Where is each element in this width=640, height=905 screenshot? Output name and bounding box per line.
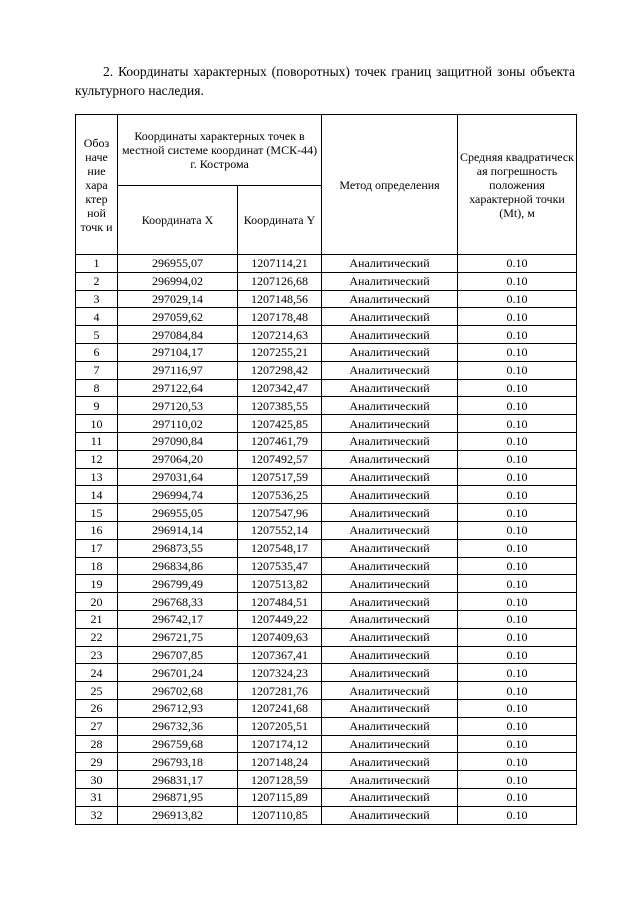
cell-point-number: 31 xyxy=(76,788,118,806)
header-coordinates-group: Координаты характерных точек в местной системе координат (МСК-44) г. Кострома xyxy=(118,115,322,186)
cell-coordinate-y: 1207148,24 xyxy=(238,753,322,771)
cell-method: Аналитический xyxy=(322,735,458,753)
cell-point-number: 12 xyxy=(76,450,118,468)
cell-coordinate-x: 296759,68 xyxy=(118,735,238,753)
table-row xyxy=(76,415,577,433)
cell-coordinate-y: 1207367,41 xyxy=(238,646,322,664)
cell-coordinate-y: 1207535,47 xyxy=(238,557,322,575)
cell-coordinate-x: 296742,17 xyxy=(118,610,238,628)
cell-point-number: 1 xyxy=(76,255,118,273)
table-row xyxy=(76,699,577,717)
table-row xyxy=(76,735,577,753)
cell-method: Аналитический xyxy=(322,753,458,771)
cell-method: Аналитический xyxy=(322,290,458,308)
cell-method: Аналитический xyxy=(322,308,458,326)
cell-error: 0.10 xyxy=(458,415,577,433)
section-title: Координаты характерных (поворотных) точек границ защитной зоны объекта культурного наследия. xyxy=(75,64,575,98)
table-row xyxy=(76,806,577,824)
cell-coordinate-y: 1207205,51 xyxy=(238,717,322,735)
cell-coordinate-x: 296914,14 xyxy=(118,521,238,539)
cell-coordinate-y: 1207148,56 xyxy=(238,290,322,308)
cell-error: 0.10 xyxy=(458,468,577,486)
cell-method: Аналитический xyxy=(322,664,458,682)
cell-method: Аналитический xyxy=(322,699,458,717)
cell-coordinate-y: 1207214,63 xyxy=(238,326,322,344)
cell-error: 0.10 xyxy=(458,593,577,611)
cell-error: 0.10 xyxy=(458,539,577,557)
cell-point-number: 9 xyxy=(76,397,118,415)
cell-coordinate-y: 1207513,82 xyxy=(238,575,322,593)
cell-coordinate-x: 296701,24 xyxy=(118,664,238,682)
cell-error: 0.10 xyxy=(458,735,577,753)
cell-point-number: 30 xyxy=(76,771,118,789)
cell-method: Аналитический xyxy=(322,415,458,433)
cell-coordinate-x: 296871,95 xyxy=(118,788,238,806)
cell-coordinate-x: 296721,75 xyxy=(118,628,238,646)
cell-method: Аналитический xyxy=(322,450,458,468)
cell-method: Аналитический xyxy=(322,255,458,273)
cell-point-number: 25 xyxy=(76,682,118,700)
cell-error: 0.10 xyxy=(458,361,577,379)
cell-method: Аналитический xyxy=(322,272,458,290)
header-error: Средняя квадратическ ая погрешность положения характерной точки (Mt), м xyxy=(458,115,577,255)
cell-error: 0.10 xyxy=(458,432,577,450)
table-row xyxy=(76,717,577,735)
cell-coordinate-x: 296831,17 xyxy=(118,771,238,789)
table-row xyxy=(76,290,577,308)
table-row xyxy=(76,255,577,273)
table-row xyxy=(76,343,577,361)
cell-method: Аналитический xyxy=(322,557,458,575)
cell-error: 0.10 xyxy=(458,575,577,593)
cell-error: 0.10 xyxy=(458,290,577,308)
cell-method: Аналитический xyxy=(322,397,458,415)
cell-error: 0.10 xyxy=(458,450,577,468)
cell-point-number: 26 xyxy=(76,699,118,717)
cell-error: 0.10 xyxy=(458,521,577,539)
cell-error: 0.10 xyxy=(458,610,577,628)
table-row xyxy=(76,646,577,664)
cell-method: Аналитический xyxy=(322,504,458,522)
cell-coordinate-x: 297116,97 xyxy=(118,361,238,379)
cell-point-number: 11 xyxy=(76,432,118,450)
cell-error: 0.10 xyxy=(458,326,577,344)
cell-coordinate-y: 1207484,51 xyxy=(238,593,322,611)
cell-error: 0.10 xyxy=(458,343,577,361)
cell-error: 0.10 xyxy=(458,504,577,522)
table-row xyxy=(76,308,577,326)
cell-error: 0.10 xyxy=(458,753,577,771)
header-method: Метод определения xyxy=(322,115,458,255)
cell-method: Аналитический xyxy=(322,486,458,504)
section-heading xyxy=(75,62,575,100)
cell-coordinate-x: 297110,02 xyxy=(118,415,238,433)
cell-point-number: 15 xyxy=(76,504,118,522)
table-row xyxy=(76,771,577,789)
cell-method: Аналитический xyxy=(322,468,458,486)
cell-coordinate-x: 296732,36 xyxy=(118,717,238,735)
cell-coordinate-y: 1207461,79 xyxy=(238,432,322,450)
cell-point-number: 3 xyxy=(76,290,118,308)
cell-coordinate-x: 297120,53 xyxy=(118,397,238,415)
cell-coordinate-x: 296793,18 xyxy=(118,753,238,771)
table-row xyxy=(76,468,577,486)
cell-method: Аналитический xyxy=(322,628,458,646)
cell-method: Аналитический xyxy=(322,539,458,557)
cell-method: Аналитический xyxy=(322,610,458,628)
cell-coordinate-y: 1207126,68 xyxy=(238,272,322,290)
cell-coordinate-y: 1207548,17 xyxy=(238,539,322,557)
cell-coordinate-y: 1207115,89 xyxy=(238,788,322,806)
table-row xyxy=(76,593,577,611)
table-row xyxy=(76,753,577,771)
coordinates-table xyxy=(75,114,577,825)
cell-coordinate-x: 296873,55 xyxy=(118,539,238,557)
cell-point-number: 32 xyxy=(76,806,118,824)
cell-method: Аналитический xyxy=(322,717,458,735)
cell-coordinate-y: 1207552,14 xyxy=(238,521,322,539)
table-row xyxy=(76,682,577,700)
cell-error: 0.10 xyxy=(458,272,577,290)
table-row xyxy=(76,521,577,539)
cell-method: Аналитический xyxy=(322,379,458,397)
cell-point-number: 28 xyxy=(76,735,118,753)
cell-method: Аналитический xyxy=(322,432,458,450)
cell-point-number: 22 xyxy=(76,628,118,646)
cell-coordinate-y: 1207536,25 xyxy=(238,486,322,504)
cell-method: Аналитический xyxy=(322,575,458,593)
cell-coordinate-x: 296994,02 xyxy=(118,272,238,290)
cell-error: 0.10 xyxy=(458,486,577,504)
cell-point-number: 4 xyxy=(76,308,118,326)
cell-coordinate-y: 1207298,42 xyxy=(238,361,322,379)
table-row xyxy=(76,539,577,557)
table-row xyxy=(76,361,577,379)
section-number: 2. xyxy=(103,64,114,79)
cell-error: 0.10 xyxy=(458,788,577,806)
cell-method: Аналитический xyxy=(322,361,458,379)
cell-coordinate-y: 1207174,12 xyxy=(238,735,322,753)
cell-error: 0.10 xyxy=(458,646,577,664)
cell-coordinate-y: 1207324,23 xyxy=(238,664,322,682)
cell-coordinate-y: 1207241,68 xyxy=(238,699,322,717)
cell-point-number: 21 xyxy=(76,610,118,628)
cell-coordinate-y: 1207110,85 xyxy=(238,806,322,824)
cell-coordinate-x: 297104,17 xyxy=(118,343,238,361)
cell-coordinate-x: 297090,84 xyxy=(118,432,238,450)
cell-coordinate-x: 296955,05 xyxy=(118,504,238,522)
cell-coordinate-x: 297029,14 xyxy=(118,290,238,308)
cell-point-number: 13 xyxy=(76,468,118,486)
cell-coordinate-y: 1207128,59 xyxy=(238,771,322,789)
header-coordinate-y: Координата Y xyxy=(238,186,322,255)
cell-coordinate-x: 297084,84 xyxy=(118,326,238,344)
cell-point-number: 23 xyxy=(76,646,118,664)
cell-coordinate-x: 297064,20 xyxy=(118,450,238,468)
cell-point-number: 5 xyxy=(76,326,118,344)
cell-point-number: 7 xyxy=(76,361,118,379)
cell-error: 0.10 xyxy=(458,308,577,326)
cell-coordinate-y: 1207425,85 xyxy=(238,415,322,433)
cell-error: 0.10 xyxy=(458,717,577,735)
cell-coordinate-x: 297059,62 xyxy=(118,308,238,326)
cell-error: 0.10 xyxy=(458,771,577,789)
table-row xyxy=(76,397,577,415)
cell-point-number: 14 xyxy=(76,486,118,504)
table-row xyxy=(76,272,577,290)
cell-method: Аналитический xyxy=(322,326,458,344)
header-coordinate-x: Координата X xyxy=(118,186,238,255)
cell-coordinate-x: 296994,74 xyxy=(118,486,238,504)
cell-coordinate-y: 1207449,22 xyxy=(238,610,322,628)
cell-error: 0.10 xyxy=(458,699,577,717)
cell-method: Аналитический xyxy=(322,646,458,664)
cell-method: Аналитический xyxy=(322,343,458,361)
cell-coordinate-x: 297031,64 xyxy=(118,468,238,486)
cell-error: 0.10 xyxy=(458,628,577,646)
cell-method: Аналитический xyxy=(322,771,458,789)
cell-coordinate-x: 296702,68 xyxy=(118,682,238,700)
table-header xyxy=(76,115,577,255)
cell-point-number: 18 xyxy=(76,557,118,575)
cell-error: 0.10 xyxy=(458,255,577,273)
cell-coordinate-y: 1207255,21 xyxy=(238,343,322,361)
table-row xyxy=(76,575,577,593)
header-designation: Обоз наче ние хара ктер ной точк и xyxy=(76,115,118,255)
table-row xyxy=(76,788,577,806)
cell-coordinate-y: 1207385,55 xyxy=(238,397,322,415)
cell-point-number: 10 xyxy=(76,415,118,433)
cell-coordinate-y: 1207281,76 xyxy=(238,682,322,700)
cell-coordinate-x: 296768,33 xyxy=(118,593,238,611)
cell-coordinate-y: 1207342,47 xyxy=(238,379,322,397)
table-row xyxy=(76,379,577,397)
table-row xyxy=(76,432,577,450)
table-row xyxy=(76,326,577,344)
table-row xyxy=(76,664,577,682)
table-body xyxy=(76,255,577,825)
cell-method: Аналитический xyxy=(322,521,458,539)
cell-point-number: 27 xyxy=(76,717,118,735)
table-row xyxy=(76,628,577,646)
cell-point-number: 24 xyxy=(76,664,118,682)
cell-point-number: 16 xyxy=(76,521,118,539)
cell-coordinate-x: 296834,86 xyxy=(118,557,238,575)
cell-point-number: 17 xyxy=(76,539,118,557)
cell-error: 0.10 xyxy=(458,806,577,824)
table-row xyxy=(76,486,577,504)
cell-point-number: 6 xyxy=(76,343,118,361)
cell-coordinate-x: 296955,07 xyxy=(118,255,238,273)
cell-point-number: 29 xyxy=(76,753,118,771)
cell-method: Аналитический xyxy=(322,788,458,806)
cell-coordinate-x: 296913,82 xyxy=(118,806,238,824)
cell-error: 0.10 xyxy=(458,379,577,397)
cell-point-number: 2 xyxy=(76,272,118,290)
table-row xyxy=(76,450,577,468)
cell-coordinate-y: 1207547,96 xyxy=(238,504,322,522)
cell-point-number: 20 xyxy=(76,593,118,611)
cell-point-number: 8 xyxy=(76,379,118,397)
cell-point-number: 19 xyxy=(76,575,118,593)
cell-coordinate-x: 296712,93 xyxy=(118,699,238,717)
cell-coordinate-x: 296799,49 xyxy=(118,575,238,593)
cell-coordinate-y: 1207517,59 xyxy=(238,468,322,486)
table-row xyxy=(76,504,577,522)
cell-coordinate-y: 1207492,57 xyxy=(238,450,322,468)
cell-error: 0.10 xyxy=(458,664,577,682)
cell-coordinate-y: 1207409,63 xyxy=(238,628,322,646)
cell-coordinate-x: 296707,85 xyxy=(118,646,238,664)
cell-method: Аналитический xyxy=(322,682,458,700)
table-row xyxy=(76,557,577,575)
table-row xyxy=(76,610,577,628)
cell-coordinate-y: 1207114,21 xyxy=(238,255,322,273)
cell-error: 0.10 xyxy=(458,397,577,415)
cell-coordinate-y: 1207178,48 xyxy=(238,308,322,326)
cell-error: 0.10 xyxy=(458,557,577,575)
cell-error: 0.10 xyxy=(458,682,577,700)
cell-method: Аналитический xyxy=(322,593,458,611)
cell-coordinate-x: 297122,64 xyxy=(118,379,238,397)
cell-method: Аналитический xyxy=(322,806,458,824)
